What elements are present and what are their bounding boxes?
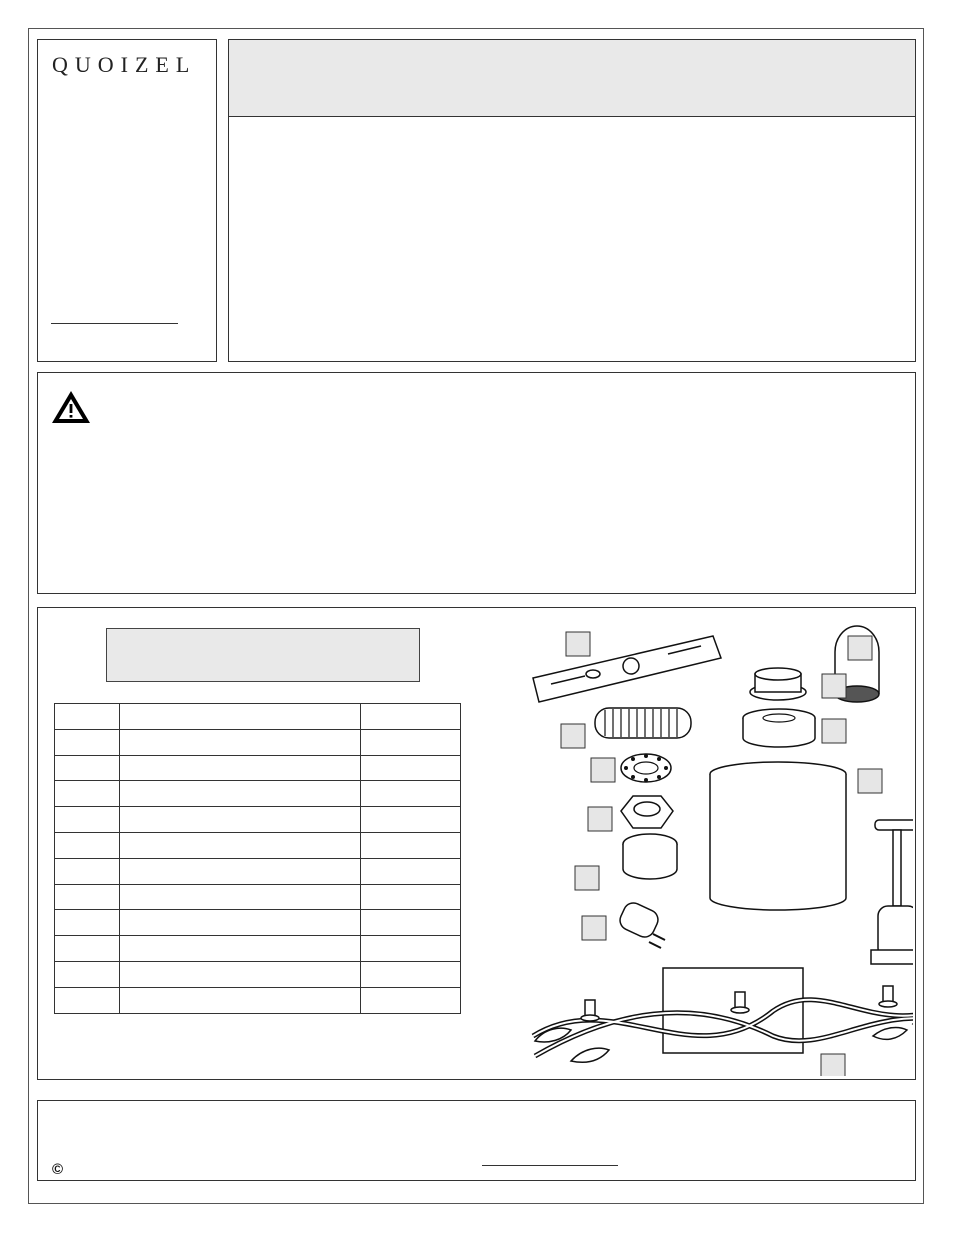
title-band [229,40,915,117]
table-cell [120,936,361,962]
table-cell [120,781,361,807]
table-cell [55,987,120,1013]
table-row [55,704,461,730]
table-cell [120,755,361,781]
logo-panel [37,39,217,362]
footer-panel [37,1100,916,1181]
glass-shade-drawing [710,762,846,910]
table-cell [120,704,361,730]
table-cell [120,729,361,755]
washer-ring-drawing [743,709,815,747]
table-cell [55,807,120,833]
threaded-pipe-drawing [595,708,691,738]
crossbar-drawing [533,636,721,702]
table-cell [361,807,461,833]
table-cell [120,910,361,936]
table-cell [55,832,120,858]
table-cell [361,729,461,755]
bulb-drawing [617,900,665,948]
table-row [55,936,461,962]
parts-table [54,703,461,1014]
table-cell [55,910,120,936]
parts-heading-band [106,628,420,682]
table-cell [55,961,120,987]
table-row [55,910,461,936]
table-cell [361,936,461,962]
table-cell [361,832,461,858]
fixture-body-drawing [533,968,913,1062]
table-row [55,987,461,1013]
table-cell [361,858,461,884]
warning-triangle-icon [50,389,92,425]
table-cell [55,729,120,755]
table-row [55,832,461,858]
table-cell [361,910,461,936]
table-cell [120,987,361,1013]
table-cell [55,704,120,730]
table-cell [361,884,461,910]
hex-nut-drawing [621,796,673,828]
table-cell [55,781,120,807]
title-panel [228,39,916,362]
cap-drawing [623,834,677,879]
table-row [55,729,461,755]
table-cell [120,884,361,910]
brand-logo: QUOIZEL [52,52,197,77]
table-row [55,858,461,884]
table-cell [361,781,461,807]
table-row [55,755,461,781]
table-cell [361,704,461,730]
table-cell [361,755,461,781]
table-row [55,807,461,833]
footer-underline-rule [482,1165,618,1166]
table-cell [55,755,120,781]
table-cell [120,832,361,858]
socket-assembly-drawing [871,820,913,964]
parts-illustration [493,616,913,1076]
star-washer-drawing [621,754,671,782]
logo-underline-rule [51,323,178,324]
table-row [55,961,461,987]
table-cell [361,987,461,1013]
parts-table-body [55,704,461,1014]
lock-nut-drawing [750,668,806,700]
parts-panel [37,607,916,1080]
table-cell [55,858,120,884]
table-cell [55,884,120,910]
table-cell [120,961,361,987]
table-cell [361,961,461,987]
copyright-symbol: © [52,1161,64,1178]
table-cell [55,936,120,962]
table-cell [120,807,361,833]
table-row [55,781,461,807]
warning-panel [37,372,916,594]
table-row [55,884,461,910]
table-cell [120,858,361,884]
